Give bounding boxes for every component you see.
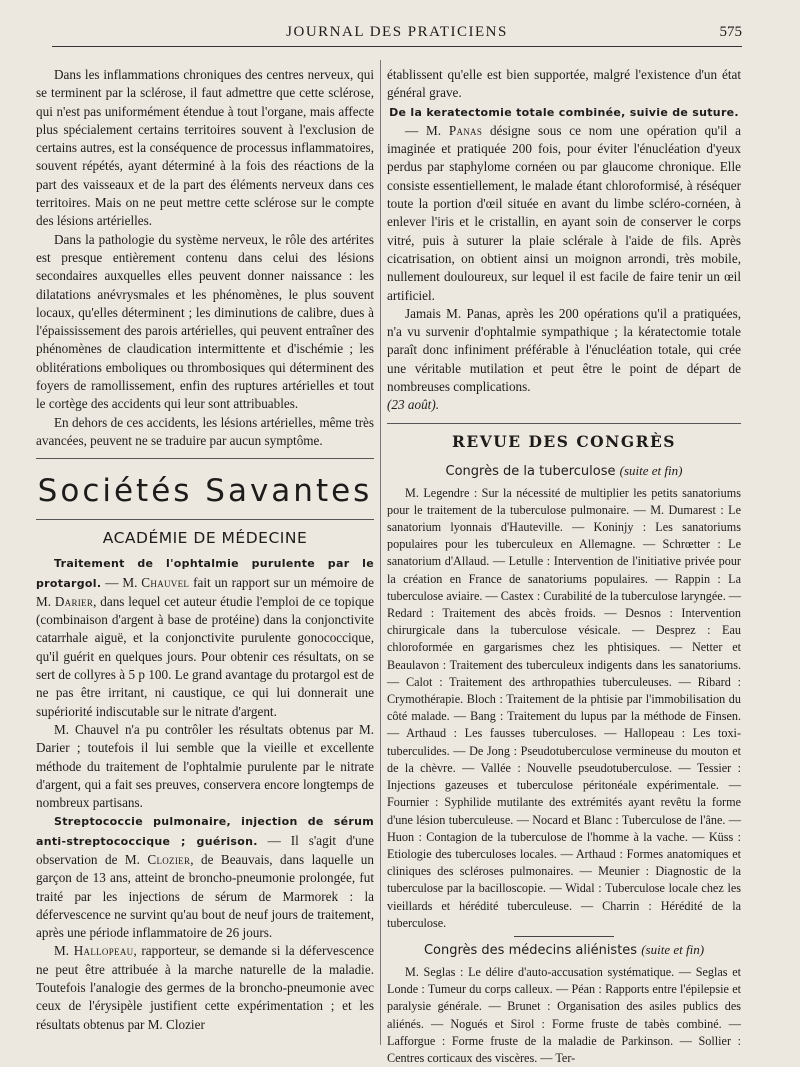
author-name: Chauvel	[141, 574, 190, 590]
paragraph: établissent qu'elle est bien supportée, malgré l'existence d'un état général grave.	[387, 67, 741, 101]
author-name: Panas	[448, 122, 483, 138]
article-paragraph: — M. Panas désigne sous ce nom une opération qu'il a imaginée et pratiquée 200 fois, pour éviter l'énucléation d'yeux perdus par staphylome cornéen ou par glaucome chronique. Elle consiste essentiellement, le malade étant chloroformisé, à réséquer toute la portion d'œil située en avant du limbe scléro-cornéen, à enlever l'iris et le cristallin, en ayant soin de conserver le corps vitré, puis à suturer la plaie sclérale à l'aide de fils. Après cicatrisation, on obtient ainsi un moignon arrondi, très mobile, nullement douloureux, sur lequel il est facile de faire tenir un œil artificiel.	[387, 122, 741, 303]
article-heading-line	[387, 103, 741, 122]
congress-heading: Congrès des médecins aliénistes (suite et fin)	[423, 941, 705, 958]
congress-entries: M. Legendre : Sur la nécessité de multiplier les petits sanatoriums pour le traitement de la tuberculose pulmonaire. — M. Dumarest : Le sanatorium lyonnais d'Hauteville. — Koninjy : Les sanatoriums populaires pour les tuberculeux en Allemagne. — Schrœtter : Le sanatorium d'Allaud. — Letulle : Intervention de l'initiative privée pour la création en France de sanatoriums populaires. — Rappin : La tuberculose aviaire. — Castex : Curabilité de la tuberculose laryngée. — Redard : Traitement des abcès froids. — Desnos : Intervention chirurgicale dans la tuberculose vésicale. — Desprez : Eau chloroformée en gargarismes chez les phtisiques. — Netter et Beaulavon : Traitement des tuberculeux indigents dans les sanatoriums. — Calot : Traitement des arthropathies tuberculeuses. — Ribard : Crymothérapie. Bloch : Traitement de la phtisie par l'immobilisation du côté malade. — Bang : Traitement du lupus par la méthode de Finsen. — Arthaud : Les fausses tuberculoses. — Hallopeau : Les toxi-tuberculides. — De Jong : Pseudotuberculose vermineuse du mouton et de la chèvre. — Vallée : Nouvelle pseudotuberculose. — Tessier : Injections gazeuses et tuberculose péritonéale expérimentale. — Fournier : Syphilide mutilante des extrémités ayant revêtu la forme d'une lésion tuberculeuse. — Nocard et Blanc : Tuberculose de l'âne. — Huon : Contagion de la tuberculose de l'homme à la vache. — Küss : Etiologie des tuberculoses locales. — Arthaud : Formes anatomiques et cliniques des scléroses pulmonaires. — Meunier : Diagnostic de la tuberculose par la bacilloscopie. — Widal : Tuberculose locale chez les vieillards et hérédité tuberculeuse. — Charrin : Hérédité de la tuberculose.	[387, 485, 741, 930]
review-title: REVUE DES CONGRÈS	[452, 431, 676, 451]
author-name: Clozier	[147, 851, 191, 867]
paragraph: Dans les inflammations chroniques des centres nerveux, qui se terminent par la sclérose, il faut admettre que cette sclérose, qui n'est pas uniformément étendue à tout l'organe, mais affecte plus spécialement certains territoires souvent à l'exclusion de certains autres, est la conséquence de processus inflammatoires, souvent répétés, ayant déterminé à la fois des réactions de la part des vaisseaux et de la part des éléments nerveux dans ces territoires. Mais on ne peut mettre cette sclérose sur le compte des lésions artérielles.	[36, 67, 374, 229]
paragraph: Dans la pathologie du système nerveux, le rôle des artérites est presque entièrement contenu dans celui des lésions secondaires auxquelles elles peuvent donner naissance : les dilatations anévrysmales et les phénomènes, le plus souvent locaux, qu'elles déterminent ; les diminutions de calibre, dues à l'épaississement des parois artérielles, qui peuvent entraîner des phénomènes de claudication intermittente et d'ischémie ; les oblitérations emboliques ou thrombosiques qui déterminent des foyers de ramollissement, enfin des ruptures artérielles et tout le cortège des accidents qui leur sont attribuables.	[36, 231, 374, 412]
section-title: Sociétés Savantes	[37, 473, 373, 510]
section-rule	[36, 458, 374, 459]
page-number: 575	[719, 24, 742, 40]
section-rule	[387, 423, 741, 424]
date-note: (23 août).	[387, 397, 440, 413]
paragraph: En dehors de ces accidents, les lésions artérielles, même très avancées, peuvent ne se traduire par aucun symptôme.	[36, 414, 374, 448]
right-column	[387, 66, 741, 1067]
article-paragraph: Streptococcie pulmonaire, injection de sérum anti-streptococcique ; guérison. — Il s'agit d'une observation de M. Clozier, de Beauvais, dans laquelle un garçon de 13 ans, atteint de broncho-pneumonie prolongée, fut traité par les injections de sérum de Marmorek : la défervescence ne survint qu'au bout de neuf jours de traitement, après une période inflammatoire de 26 jours.	[36, 815, 374, 941]
article-heading: De la keratectomie totale combinée, suivie de suture.	[389, 105, 739, 119]
academy-heading: ACADÉMIE DE MÉDECINE	[102, 529, 308, 548]
paragraph: M. Hallopeau, rapporteur, se demande si la défervescence ne peut être attribuée à la marche naturelle de la maladie. Toutefois l'analogie des germes de la broncho-pneumonie avec ceux de l'érysipèle justifient cette expérimentation ; et les résultats obtenus par M. Clozier	[36, 943, 374, 1032]
article-paragraph: Traitement de l'ophtalmie purulente par le protargol. — M. Chauvel fait un rapport sur un mémoire de M. Darier, dans lequel cet auteur étudie l'emploi de ce topique (combinaison d'argent à base de protéine) dans la conjonctivite catarrhale aiguë, et la conjonctivite purulente gonococcique, qu'il guérit en quelques jours. Pour obtenir ces résultats, on se sert de collyres à 5 p 100. Le grand avantage du protargol est de ne pas être irritant, ni caustique, ce qui lui donnerait une supériorité indiscutable sur le nitrate d'argent.	[36, 557, 375, 719]
congress-heading: Congrès de la tuberculose (suite et fin)	[445, 462, 683, 479]
journal-title: JOURNAL DES PRATICIENS	[286, 24, 508, 40]
author-name: Hallopeau	[73, 943, 134, 959]
running-header	[52, 22, 742, 47]
article-heading: Traitement de l'ophtalmie purulente par le protargol.	[36, 557, 374, 590]
section-rule	[36, 519, 374, 520]
left-column	[36, 66, 374, 1034]
short-rule	[514, 936, 613, 937]
paragraph: Jamais M. Panas, après les 200 opérations qu'il a pratiquées, n'a vu survenir d'ophtalmie sympathique ; la kératectomie totale paraît donc infiniment préférable à l'énucléation totale, qui crée une véritable mutilation et peut être le point de départ de nombreuses complications.	[387, 305, 741, 395]
article-heading: Streptococcie pulmonaire, injection de sérum anti-streptococcique ; guérison.	[36, 815, 374, 848]
column-divider	[380, 60, 381, 1045]
author-name: Darier	[54, 593, 94, 609]
congress-entries: M. Seglas : Le délire d'auto-accusation systématique. — Seglas et Londe : Tumeur du corps calleux. — Péan : Rapports entre l'épilepsie et paralysie générale. — Brunet : Organisation des asiles publics des aliénés. — Nogués et Sirol : Forme fruste de tabès combiné. — Lafforgue : Forme fruste de la maladie de Parkinson. — Sollier : Centres corticaux des viscères. — Ter-	[387, 964, 741, 1065]
paragraph: M. Chauvel n'a pu contrôler les résultats obtenus par M. Darier ; toutefois il lui semble que la vieille et excellente méthode du traitement de l'ophtalmie purulente par le nitrate d'argent, qui a fait ses preuves, conservera encore longtemps de nombreux partisans.	[36, 721, 374, 811]
